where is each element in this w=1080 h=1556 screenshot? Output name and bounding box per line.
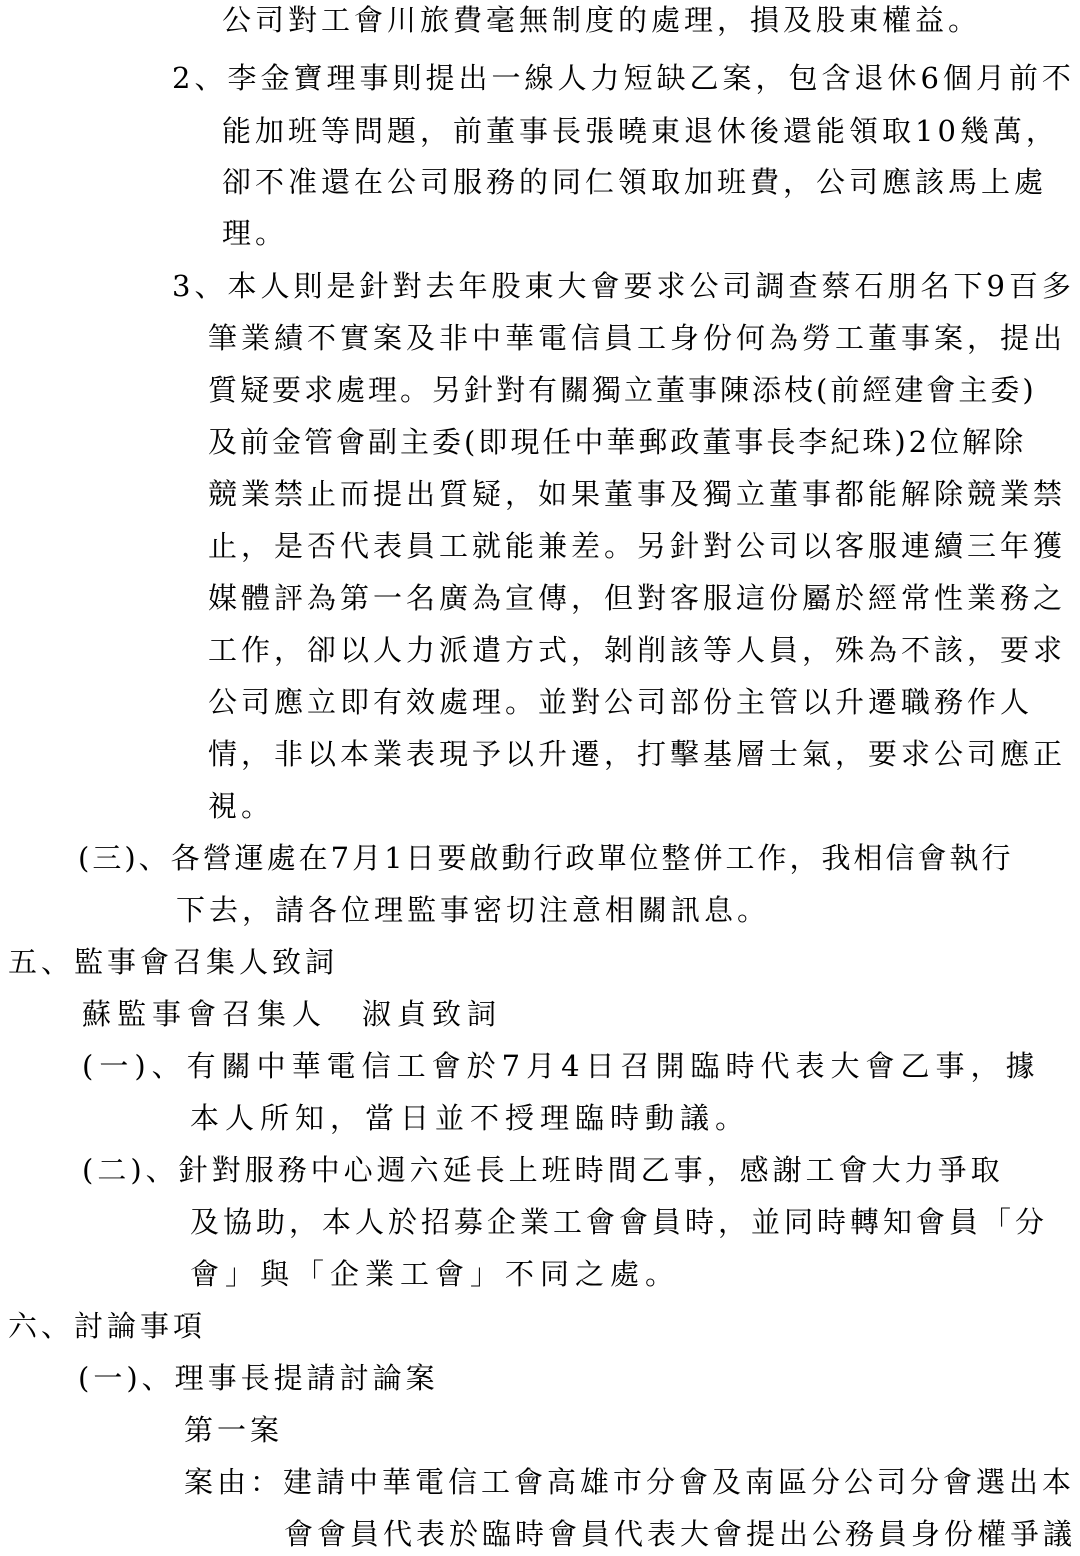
item-2-line-3: 卻不准還在公司服務的同仁領取加班費，公司應該馬上處 <box>222 165 1048 199</box>
section-3-line-2: 下去，請各位理監事密切注意相關訊息。 <box>176 893 771 927</box>
case-reason-line-2: 會會員代表於臨時會員代表大會提出公務員身份權爭議 <box>284 1517 1077 1551</box>
item-3-line-11: 視。 <box>208 789 275 823</box>
discussion-item-1: (一)、理事長提請討論案 <box>78 1361 439 1395</box>
item-3-line-2: 筆業績不實案及非中華電信員工身份何為勞工董事案，提出 <box>208 321 1067 355</box>
heading-six: 六、討論事項 <box>8 1309 207 1343</box>
item-3-line-8: 工作，卻以人力派遣方式，剝削該等人員，殊為不該，要求 <box>208 633 1067 667</box>
case-number: 第一案 <box>184 1413 284 1447</box>
item-3-line-7: 媒體評為第一名廣為宣傳，但對客服這份屬於經常性業務之 <box>208 581 1067 615</box>
item-3-line-4: 及前金管會副主委(即現任中華郵政董事長李紀珠)2位解除 <box>208 425 1027 459</box>
item-2-line-2: 能加班等問題，前董事長張曉東退休後還能領取10幾萬， <box>222 114 1059 148</box>
supervisor-item-2-line-1: (二)、針對服務中心週六延長上班時間乙事，感謝工會大力爭取 <box>82 1153 1004 1187</box>
speaker-line: 蘇監事會召集人 淑貞致詞 <box>82 997 503 1031</box>
section-3-line-1: (三)、各營運處在7月1日要啟動行政單位整併工作，我相信會執行 <box>78 841 1014 875</box>
item-3-line-6: 止，是否代表員工就能兼差。另針對公司以客服連續三年獲 <box>208 529 1067 563</box>
supervisor-item-2-line-3: 會」與「企業工會」不同之處。 <box>190 1257 681 1291</box>
item-3-line-10: 情，非以本業表現予以升遷，打擊基層士氣，要求公司應正 <box>208 737 1067 771</box>
item-2-line-1: 2、李金寶理事則提出一線人力短缺乙案，包含退休6個月前不 <box>172 61 1075 95</box>
item-3-line-3: 質疑要求處理。另針對有關獨立董事陳添枝(前經建會主委) <box>208 373 1037 407</box>
item-3-line-1: 3、本人則是針對去年股東大會要求公司調查蔡石朋名下9百多 <box>172 269 1075 303</box>
item-2-line-4: 理。 <box>222 216 289 250</box>
text-line-1: 公司對工會川旅費毫無制度的處理，損及股東權益。 <box>222 3 982 37</box>
item-3-line-9: 公司應立即有效處理。並對公司部份主管以升遷職務作人 <box>208 685 1034 719</box>
case-reason-line-1: 案由：建請中華電信工會高雄市分會及南區分公司分會選出本 <box>184 1465 1076 1499</box>
supervisor-item-2-line-2: 及協助，本人於招募企業工會會員時，並同時轉知會員「分 <box>190 1205 1049 1239</box>
supervisor-item-1-line-2: 本人所知，當日並不授理臨時動議。 <box>190 1101 751 1135</box>
item-3-line-5: 競業禁止而提出質疑，如果董事及獨立董事都能解除競業禁 <box>208 477 1067 511</box>
supervisor-item-1-line-1: (一)、有關中華電信工會於7月4日召開臨時代表大會乙事，據 <box>82 1049 1041 1083</box>
heading-five: 五、監事會召集人致詞 <box>8 945 339 979</box>
